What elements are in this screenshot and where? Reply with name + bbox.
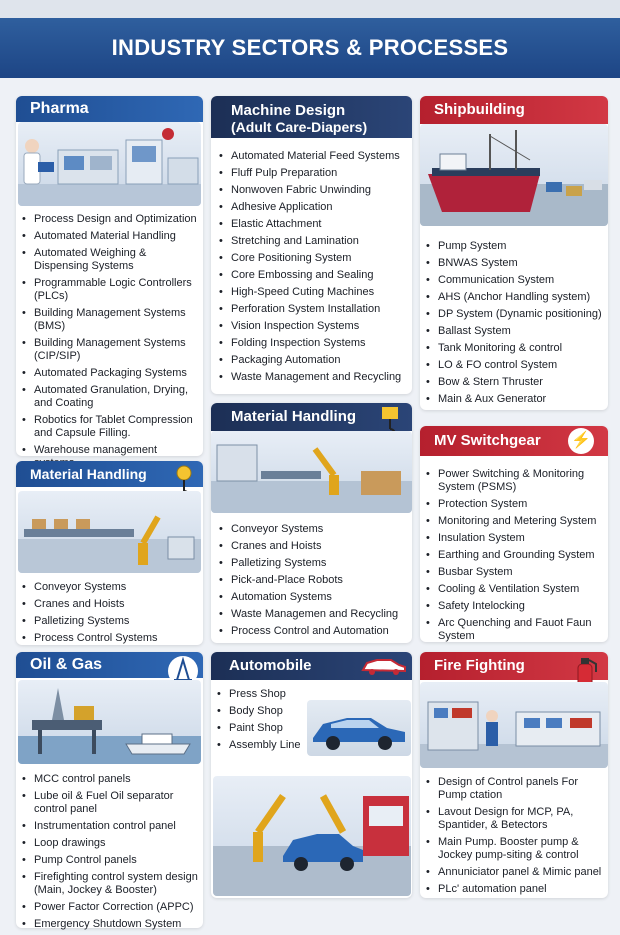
material-handling-mid-list xyxy=(219,523,411,642)
list-item: • Vision Inspection Systems xyxy=(219,320,411,333)
list-item: • Automated Granulation, Drying, and Coating xyxy=(22,384,200,410)
top-strip xyxy=(0,0,620,18)
assembly-line-illustration xyxy=(213,776,411,896)
list-item: • Pick-and-Place Robots xyxy=(219,574,411,587)
list-item: • Power Factor Correction (APPC) xyxy=(22,901,202,914)
list-item: • Palletizing Systems xyxy=(22,615,200,628)
card-header xyxy=(420,96,608,124)
shipbuilding-list xyxy=(426,240,606,410)
pharma-list xyxy=(22,213,200,474)
card-title: Oil & Gas xyxy=(30,656,103,673)
list-item: • AHS (Anchor Handling system) xyxy=(426,291,606,304)
list-item: • Lube oil & Fuel Oil separator control panel xyxy=(22,790,202,816)
list-item: • Cranes and Hoists xyxy=(22,598,200,611)
list-item: • Adhesive Application xyxy=(219,201,411,214)
automobile-list xyxy=(217,688,317,756)
card-title: Pharma xyxy=(30,100,89,117)
list-item: • Conveyor Systems xyxy=(22,581,200,594)
list-item: • Conveyor Systems xyxy=(219,523,411,536)
list-item: • Monitoring and Metering System xyxy=(426,515,606,528)
list-item: • Body Shop xyxy=(217,705,317,718)
card-title: Shipbuilding xyxy=(434,101,525,118)
mv-switchgear-list xyxy=(426,468,606,647)
blue-car-illustration xyxy=(307,700,411,756)
list-item: • Core Positioning System xyxy=(219,252,411,265)
list-item: • Bow & Stern Thruster xyxy=(426,376,606,389)
pharma-lab-illustration xyxy=(18,122,201,206)
card-material-handling-left xyxy=(16,461,203,645)
oil-gas-list xyxy=(22,773,202,935)
list-item: • Main Pump. Booster pump & Jockey pump-siting & control xyxy=(426,836,606,862)
control-room-illustration xyxy=(420,682,608,768)
machine-design-list xyxy=(219,150,411,388)
list-item: • Nonwoven Fabric Unwinding xyxy=(219,184,411,197)
card-pharma xyxy=(16,96,203,456)
list-item: • Stretching and Lamination xyxy=(219,235,411,248)
list-item: • MCC control panels xyxy=(22,773,202,786)
list-item: • Automation Systems xyxy=(219,591,411,604)
list-item: • Safety Intelocking xyxy=(426,600,606,613)
list-item: • Automated Packaging Systems xyxy=(22,367,200,380)
card-machine-design xyxy=(211,96,412,394)
list-item: • Building Management Systems (CIP/SIP) xyxy=(22,337,200,363)
warehouse-robot-illustration xyxy=(18,491,201,573)
card-title: Automobile xyxy=(229,657,312,674)
factory-robot-illustration xyxy=(211,431,412,513)
list-item: • Palletizing Systems xyxy=(219,557,411,570)
list-item: • High-Speed Cuting Machines xyxy=(219,286,411,299)
card-shipbuilding xyxy=(420,96,608,410)
card-title: Material Handling xyxy=(30,466,147,482)
list-item: • Automated Material Feed Systems xyxy=(219,150,411,163)
card-oil-gas xyxy=(16,652,203,928)
list-item: • Assembly Line xyxy=(217,739,317,752)
list-item: • Instrumentation control panel xyxy=(22,820,202,833)
list-item: • Arc Quenching and Fauot Faun System xyxy=(426,617,606,643)
card-subtitle: (Adult Care-Diapers) xyxy=(231,119,368,135)
offshore-platform-illustration xyxy=(18,680,201,764)
list-item: • Power Switching & Monitoring System (PSMS) xyxy=(426,468,606,494)
list-item: • Firefighting control system design (Main, Jockey & Booster) xyxy=(22,871,202,897)
card-title: Material Handling xyxy=(231,408,357,425)
list-item: • Loop drawings xyxy=(22,837,202,850)
lightning-icon: ⚡ xyxy=(568,428,594,454)
card-fire-fighting xyxy=(420,652,608,898)
list-item: • Busbar System xyxy=(426,566,606,579)
list-item: • Communication System xyxy=(426,274,606,287)
card-title: MV Switchgear xyxy=(434,432,541,449)
fire-fighting-list xyxy=(426,776,606,900)
list-item: • Elastic Attachment xyxy=(219,218,411,231)
list-item: • Process Control and Automation xyxy=(219,625,411,638)
list-item: • Tank Monitoring & control xyxy=(426,342,606,355)
list-item: • Programmable Logic Controllers (PLCs) xyxy=(22,277,200,303)
list-item: • Packaging Automation xyxy=(219,354,411,367)
list-item: • Cranes and Hoists xyxy=(219,540,411,553)
list-item: • Waste Management and Recycling xyxy=(219,371,411,384)
list-item: • Waste Managemen and Recycling xyxy=(219,608,411,621)
list-item: • Building Management Systems (BMS) xyxy=(22,307,200,333)
card-material-handling-mid xyxy=(211,403,412,643)
page-title: INDUSTRY SECTORS & PROCESSES xyxy=(0,18,620,78)
list-item: • Perforation System Installation xyxy=(219,303,411,316)
card-mv-switchgear xyxy=(420,426,608,642)
card-header xyxy=(211,96,412,138)
list-item: • Ballast System xyxy=(426,325,606,338)
list-item: • BNWAS System xyxy=(426,257,606,270)
card-automobile xyxy=(211,652,412,898)
list-item: • Robotics for Tablet Compression and Capsule Filling. xyxy=(22,414,200,440)
ship-illustration xyxy=(420,124,608,226)
list-item: • Automated Material Handling xyxy=(22,230,200,243)
list-item: • DP System (Dynamic positioning) xyxy=(426,308,606,321)
list-item: • Pump Control panels xyxy=(22,854,202,867)
list-item: • Insulation System xyxy=(426,532,606,545)
list-item: • Cooling & Ventilation System xyxy=(426,583,606,596)
list-item: • Process Control Systems xyxy=(22,632,200,645)
card-title: Machine Design xyxy=(231,102,346,119)
list-item: • Folding Inspection Systems xyxy=(219,337,411,350)
list-item: • Emergency Shutdown System xyxy=(22,918,202,931)
list-item: • Automated Weighing & Dispensing Systems xyxy=(22,247,200,273)
list-item: • Earthing and Grounding System xyxy=(426,549,606,562)
list-item: • Paint Shop xyxy=(217,722,317,735)
material-handling-left-list xyxy=(22,581,200,649)
card-title: Fire Fighting xyxy=(434,657,525,674)
list-item: • Design of Control panels For Pump ctation xyxy=(426,776,606,802)
list-item: • Core Embossing and Sealing xyxy=(219,269,411,282)
list-item: • Fluff Pulp Preparation xyxy=(219,167,411,180)
list-item: • PLc' automation panel xyxy=(426,883,606,896)
list-item: • Lavout Design for MCP, PA, Spantider, & Betectors xyxy=(426,806,606,832)
list-item: • Warehouse management xyxy=(22,444,200,470)
list-item: • Main & Aux Generator xyxy=(426,393,606,406)
list-item: • Protection System xyxy=(426,498,606,511)
list-item: • Pump System xyxy=(426,240,606,253)
list-item: • Press Shop xyxy=(217,688,317,701)
car-icon xyxy=(359,656,407,681)
list-item: • LO & FO control System xyxy=(426,359,606,372)
list-item: • Annuniciator panel & Mimic panel xyxy=(426,866,606,879)
list-item: • Process Design and Optimization xyxy=(22,213,200,226)
card-header xyxy=(16,96,203,122)
